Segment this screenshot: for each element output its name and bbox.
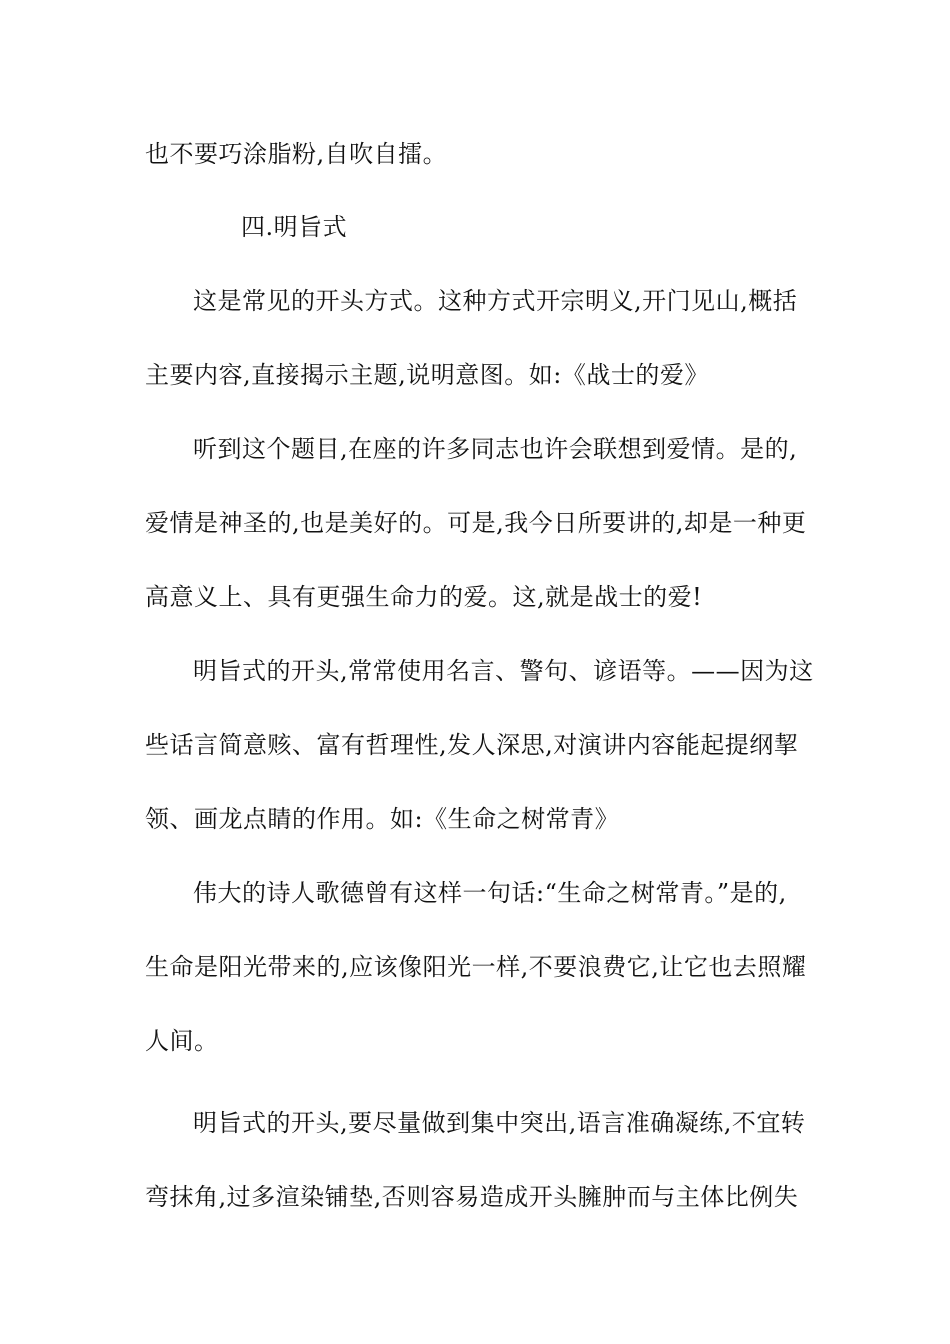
- section-heading: 四.明旨式: [241, 213, 348, 241]
- text-line: 些话言简意赅、富有哲理性,发人深思,对演讲内容能起提纲挈: [145, 731, 799, 759]
- text-line: 这是常见的开头方式。这种方式开宗明义,开门见山,概括: [193, 287, 798, 315]
- text-line: 听到这个题目,在座的许多同志也许会联想到爱情。是的,: [193, 435, 798, 463]
- text-line: 领、画龙点睛的作用。如:《生命之树常青》: [145, 805, 620, 833]
- text-line: 主要内容,直接揭示主题,说明意图。如:《战士的爱》: [145, 361, 709, 389]
- text-line: 也不要巧涂脂粉,自吹自擂。: [145, 140, 448, 168]
- text-line: 爱情是神圣的,也是美好的。可是,我今日所要讲的,却是一种更: [145, 509, 807, 537]
- text-line: 明旨式的开头,要尽量做到集中突出,语言准确凝练,不宜转: [193, 1109, 806, 1137]
- text-line: 明旨式的开头,常常使用名言、警句、谚语等。——因为这: [193, 657, 814, 685]
- text-line: 人间。: [145, 1027, 219, 1055]
- text-line: 伟大的诗人歌德曾有这样一句话:“生命之树常青。”是的,: [193, 879, 787, 907]
- text-line: 高意义上、具有更强生命力的爱。这,就是战士的爱!: [145, 583, 703, 611]
- text-line: 弯抹角,过多渲染铺垫,否则容易造成开头臃肿而与主体比例失: [145, 1183, 799, 1211]
- text-line: 生命是阳光带来的,应该像阳光一样,不要浪费它,让它也去照耀: [145, 953, 807, 981]
